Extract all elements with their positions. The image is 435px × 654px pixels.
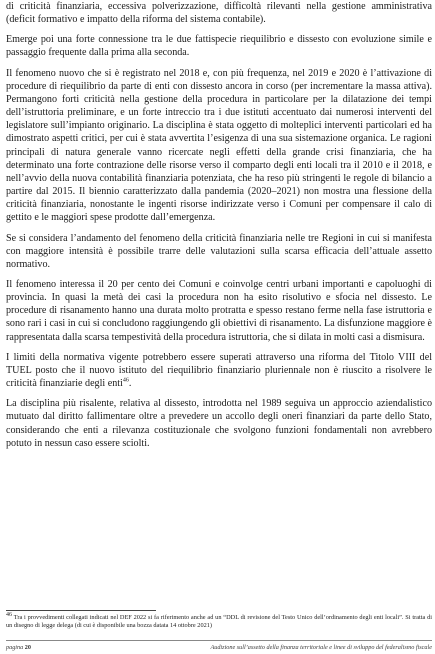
paragraph-6-text: I limiti della normativa vigente potrebbero essere superati attraverso una riforma del Titolo VIII del TUEL posto che il nuovo istituto del riequilibrio finanziario pluriennale non è riuscito a risolvere le criticità finanziarie degli enti bbox=[6, 351, 432, 390]
document-title: Audizione sull’assetto della finanza territoriale e linee di sviluppo del federalismo fiscale bbox=[210, 644, 432, 651]
page-number: 20 bbox=[24, 644, 31, 651]
page-label: pagina bbox=[6, 644, 24, 651]
paragraph-6: I limiti della normativa vigente potrebbero essere superati attraverso una riforma del Titolo VIII del TUEL posto che il nuovo istituto del riequilibrio finanziario pluriennale non è riuscito a risolvere le criticità finanziarie degli enti$^{46}$. bbox=[6, 351, 432, 390]
paragraph-5: Il fenomeno interessa il 20 per cento dei Comuni e coinvolge centri urbani importanti e capoluoghi di provincia. In quasi la metà dei casi la procedura non ha esito risolutivo e sfocia nel dissesto. Le procedure di risanamento hanno una durata molto protratta e spesso restano ferme nella fase istruttoria e sono rari i casi in cui si concludono raggiungendo gli obiettivi di risanamento. La disfunzione maggiore è rappresentata dalla scarsa tempestività della procedura istruttoria, che si dilata in molti casi a dismisura. bbox=[6, 278, 432, 343]
paragraph-3: Il fenomeno nuovo che si è registrato nel 2018 e, con più frequenza, nel 2019 e 2020 è l’attivazione di procedure di riequilibrio da parte di enti con dissesto ancora in corso (per incrementare la massa attiva). Permangono forti criticità nella gestione della procedura in particolare per la dilatazione dei tempi dell’istruttoria preliminare, e un forte intreccio tra i due istituti accentuato dai numerosi interventi del legislatore sull’impianto originario. La disciplina è stata oggetto di molteplici interventi particolari ed ha dimostrato aspetti critici, per cui è stata avvertita l’esigenza di una sua sistemazione organica. Le ragioni principali di natura generale vanno ricercate negli effetti della grande crisi finanziaria, che ha determinato una forte contrazione delle risorse verso il comparto degli enti locali tra il 2010 e il 2018, e nell’avvio della nuova contabilità finanziaria potenziata, che ha reso più stringenti le regole di bilancio a partire dal 2015. Il biennio caratterizzato dalla pandemia (2020–2021) non mostra una flessione della criticità finanziaria, nonostante le ingenti risorse indirizzate verso i Comuni per compensare il calo di gettito e le maggiori spese prodotte dall’emergenza. bbox=[6, 67, 432, 224]
page-indicator bbox=[6, 643, 31, 652]
footnote-reference[interactable]: 46 bbox=[122, 377, 129, 384]
footnote bbox=[6, 611, 432, 631]
footnote-text: Tra i provvedimenti collegati indicati nel DEF 2022 si fa riferimento anche ad un “DDL di revisione del Testo Unico dell’ordinamento degli enti locali”. Si tratta di un disegno di legge delega (di cui è disponibile una bozza datata 14 ottobre 2021) bbox=[6, 614, 432, 630]
body-text bbox=[6, 0, 432, 457]
footnote-number: 46 bbox=[6, 611, 12, 618]
paragraph-4: Se si considera l’andamento del fenomeno della criticità finanziaria nelle tre Regioni in cui si manifesta con maggiore intensità è possibile trarre delle valutazioni sulla scarsa efficacia dell’attuale assetto normativo. bbox=[6, 232, 432, 270]
footer-divider bbox=[6, 640, 432, 641]
page-footer bbox=[6, 643, 432, 653]
paragraph-7: La disciplina più risalente, relativa al dissesto, introdotta nel 1989 seguiva un approccio aziendalistico mutuato dal diritto fallimentare oltre a prevedere un accollo degli oneri finanziari da parte dello Stato, considerando che enti a rilevanza costituzionale che svolgono funzioni fondamentali non avrebbero potuto in nessun caso essere sciolti. bbox=[6, 398, 432, 449]
footnote-divider bbox=[6, 610, 156, 611]
paragraph-1: di criticità finanziaria, eccessiva polverizzazione, difficoltà rilevanti nella gestione amministrativa (deficit formativo e impatto della riforma del sistema contabile). bbox=[6, 1, 432, 26]
paragraph-2: Emerge poi una forte connessione tra le due fattispecie riequilibrio e dissesto con evoluzione simile e passaggio frequente dalla prima alla seconda. bbox=[6, 34, 432, 59]
